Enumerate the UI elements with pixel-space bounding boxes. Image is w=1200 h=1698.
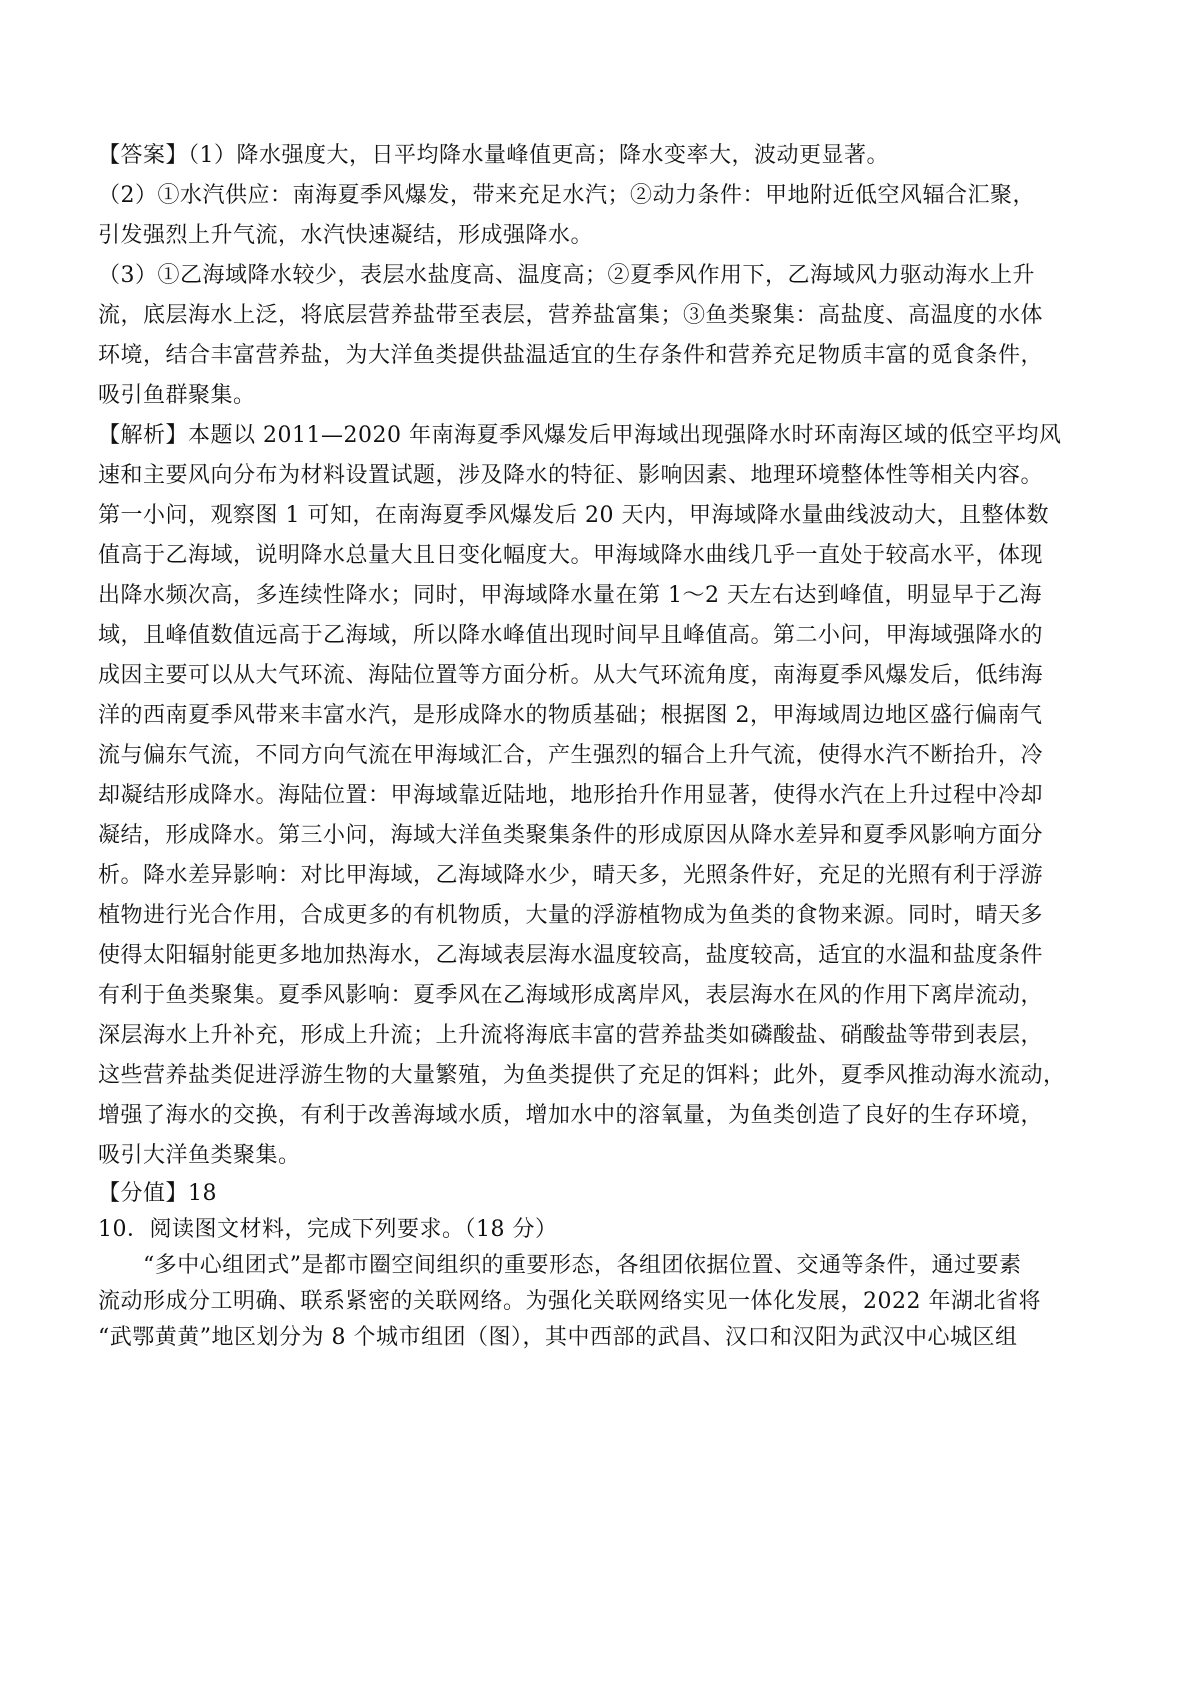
analysis-line: 速和主要风向分布为材料设置试题，涉及降水的特征、影响因素、地理环境整体性等相关内容。 <box>98 463 1044 488</box>
answer-line: 【答案】（1）降水强度大，日平均降水量峰值更高；降水变率大，波动更显著。 <box>98 143 889 168</box>
answer-section <box>98 136 1106 416</box>
analysis-line: 植物进行光合作用，合成更多的有机物质，大量的浮游植物成为鱼类的食物来源。同时，晴天多 <box>98 903 1044 928</box>
analysis-line: 出降水频次高，多连续性降水；同时，甲海域降水量在第 1～2 天左右达到峰值，明显早于乙海 <box>98 583 1042 608</box>
question-title: 10．阅读图文材料，完成下列要求。（18 分） <box>98 1217 558 1242</box>
analysis-line: 却凝结形成降水。海陆位置：甲海域靠近陆地，地形抬升作用显著，使得水汽在上升过程中冷却 <box>98 783 1044 808</box>
document-page <box>98 136 1106 1356</box>
question-10 <box>98 1212 1106 1356</box>
analysis-line: 第一小问，观察图 1 可知，在南海夏季风爆发后 20 天内，甲海域降水量曲线波动大，且整体数 <box>98 503 1049 528</box>
analysis-line: 析。降水差异影响：对比甲海域，乙海域降水少，晴天多，光照条件好，充足的光照有利于浮游 <box>98 863 1044 888</box>
analysis-line: 流与偏东气流，不同方向气流在甲海域汇合，产生强烈的辐合上升气流，使得水汽不断抬升，冷 <box>98 743 1044 768</box>
answer-line: （3）①乙海域降水较少，表层水盐度高、温度高；②夏季风作用下，乙海域风力驱动海水上升 <box>98 263 1036 288</box>
question-line: “武鄂黄黄”地区划分为 8 个城市组团（图），其中西部的武昌、汉口和汉阳为武汉中心城区组 <box>98 1325 1018 1350</box>
analysis-line: 这些营养盐类促进浮游生物的大量繁殖，为鱼类提供了充足的饵料；此外，夏季风推动海水流动， <box>98 1063 1066 1088</box>
analysis-line: 域，且峰值数值远高于乙海域，所以降水峰值出现时间早且峰值高。第二小问，甲海域强降水的 <box>98 623 1044 648</box>
analysis-line: 使得太阳辐射能更多地加热海水，乙海域表层海水温度较高，盐度较高，适宜的水温和盐度条件 <box>98 943 1044 968</box>
answer-line: 流，底层海水上泛，将底层营养盐带至表层，营养盐富集；③鱼类聚集：高盐度、高温度的水体 <box>98 303 1044 328</box>
analysis-line: 洋的西南夏季风带来丰富水汽，是形成降水的物质基础；根据图 2，甲海域周边地区盛行偏南气 <box>98 703 1043 728</box>
analysis-line: 成因主要可以从大气环流、海陆位置等方面分析。从大气环流角度，南海夏季风爆发后，低纬海 <box>98 663 1044 688</box>
analysis-line: 深层海水上升补充，形成上升流；上升流将海底丰富的营养盐类如磷酸盐、硝酸盐等带到表层， <box>98 1023 1044 1048</box>
question-line: 流动形成分工明确、联系紧密的关联网络。为强化关联网络实见一体化发展，2022 年湖北省将 <box>98 1289 1041 1314</box>
analysis-line: 吸引大洋鱼类聚集。 <box>98 1143 301 1168</box>
analysis-line: 增强了海水的交换，有利于改善海域水质，增加水中的溶氧量，为鱼类创造了良好的生存环境， <box>98 1103 1044 1128</box>
answer-line: 引发强烈上升气流，水汽快速凝结，形成强降水。 <box>98 223 594 248</box>
analysis-line: 值高于乙海域，说明降水总量大且日变化幅度大。甲海域降水曲线几乎一直处于较高水平，体现 <box>98 543 1044 568</box>
analysis-line: 有利于鱼类聚集。夏季风影响：夏季风在乙海域形成离岸风，表层海水在风的作用下离岸流动， <box>98 983 1044 1008</box>
analysis-line: 凝结，形成降水。第三小问，海域大洋鱼类聚集条件的形成原因从降水差异和夏季风影响方面分 <box>98 823 1044 848</box>
score-line: 【分值】18 <box>98 1181 217 1206</box>
answer-line: （2）①水汽供应：南海夏季风爆发，带来充足水汽；②动力条件：甲地附近低空风辐合汇聚， <box>98 183 1036 208</box>
answer-line: 吸引鱼群聚集。 <box>98 383 256 408</box>
question-line: “多中心组团式”是都市圈空间组织的重要形态，各组团依据位置、交通等条件，通过要素 <box>98 1253 1022 1278</box>
analysis-line: 【解析】本题以 2011—2020 年南海夏季风爆发后甲海域出现强降水时环南海区域的低空平均风 <box>98 423 1062 448</box>
answer-line: 环境，结合丰富营养盐，为大洋鱼类提供盐温适宜的生存条件和营养充足物质丰富的觅食条件， <box>98 343 1044 368</box>
analysis-section <box>98 416 1106 1176</box>
